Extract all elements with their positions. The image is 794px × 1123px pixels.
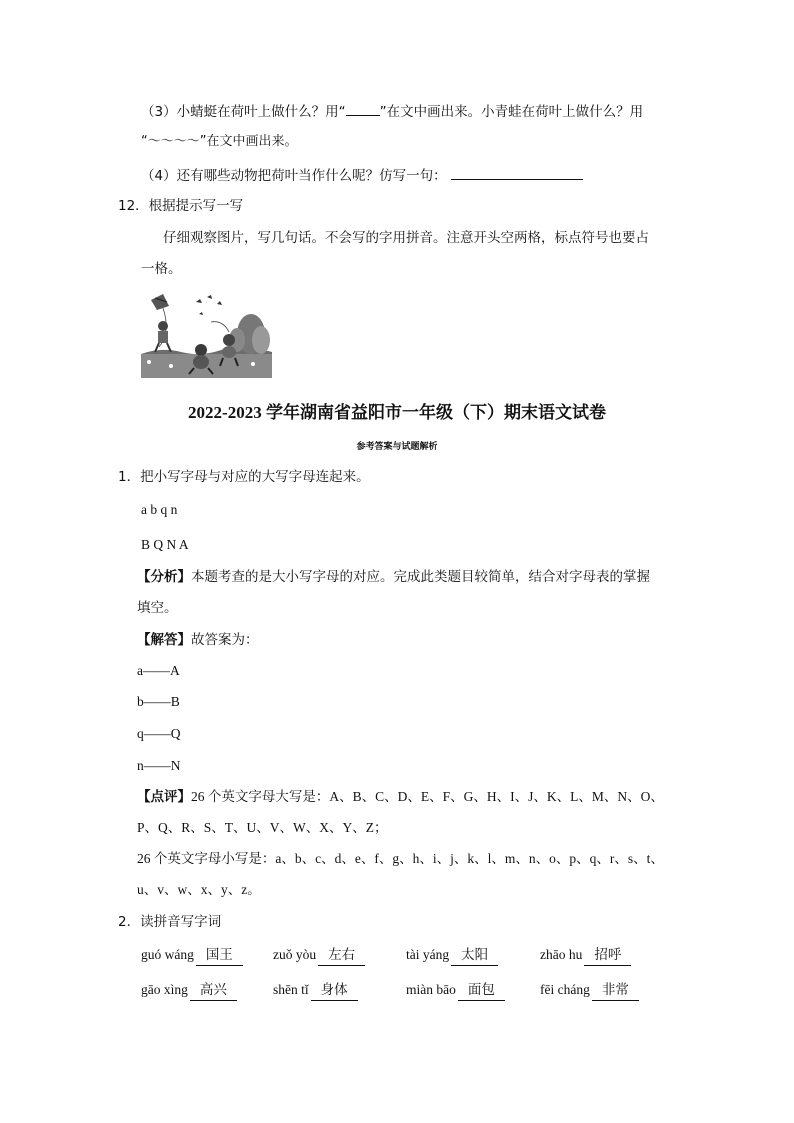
exam-title: 2022-2023 学年湖南省益阳市一年级（下）期末语文试卷: [188, 403, 606, 422]
q1-comment-3: 26 个英文字母小写是：a、b、c、d、e、f、g、h、i、j、k、l、m、n、o、p、q、r、s、t、: [137, 851, 664, 866]
q2-row-2: [0, 980, 794, 1002]
analysis-text-1: 本题考查的是大小写字母的对应。完成此类题目较简单，结合对字母表的掌握: [191, 569, 650, 585]
answer-word: 太阳: [451, 945, 498, 966]
q2-row-1: [0, 945, 794, 967]
q1-pair: n——N: [137, 758, 181, 773]
q1-uppercase-letters: B Q N A: [141, 537, 189, 552]
q12-instruction-2: 一格。: [141, 261, 182, 277]
pinyin-text: tài yáng: [406, 947, 450, 962]
q1-heading: 1．把小写字母与对应的大写字母连起来。: [118, 469, 370, 485]
answer-tag: 【解答】: [137, 632, 191, 648]
q11-item4-blank: [451, 179, 583, 180]
comment-text-1: 26 个英文字母大写是：A、B、C、D、E、F、G、H、I、J、K、L、M、N、O、: [191, 789, 664, 804]
analysis-tag: 【分析】: [137, 569, 191, 585]
q11-item3-line1: [141, 102, 643, 122]
q1-comment-4: u、v、w、x、y、z。: [137, 882, 261, 897]
q11-straight-line-blank: [346, 115, 380, 116]
pinyin-text: zuǒ yòu: [273, 947, 317, 962]
q1-lowercase-letters: a b q n: [141, 502, 178, 517]
answer-word: 面包: [458, 980, 505, 1001]
q2-word: [141, 945, 243, 966]
q11-item4: [141, 166, 583, 186]
q2-word: [141, 980, 237, 1001]
q1-pair: a——A: [137, 663, 180, 678]
q12-heading: 12．根据提示写一写: [118, 198, 244, 214]
q1-answer: [137, 630, 259, 650]
q2-word: [406, 945, 498, 966]
q1-comment: [137, 787, 664, 807]
answer-word: 招呼: [584, 945, 631, 966]
exam-subtitle: 参考答案与试题解析: [356, 442, 438, 452]
kite-flying-image: [141, 292, 272, 378]
q11-item3-text-b: ”在文中画出来。小青蛙在荷叶上做什么？用: [379, 104, 644, 120]
pinyin-text: zhāo hu: [540, 947, 583, 962]
q2-heading: 2．读拼音写字词: [118, 914, 222, 930]
q12-instruction-1: 仔细观察图片，写几句话。不会写的字用拼音。注意开头空两格，标点符号也要占: [163, 230, 649, 246]
q2-word: [406, 980, 505, 1001]
q1-comment-2: P、Q、R、S、T、U、V、W、X、Y、Z；: [137, 820, 388, 835]
answer-word: 非常: [592, 980, 639, 1001]
answer-word: 高兴: [190, 980, 237, 1001]
pinyin-text: guó wáng: [141, 947, 194, 962]
q11-item3-line2: “～～～～”在文中画出来。: [141, 134, 298, 149]
q1-pair: b——B: [137, 694, 180, 709]
pinyin-text: gāo xìng: [141, 982, 188, 997]
q1-analysis-2: 填空。: [137, 600, 178, 616]
answer-lead: 故答案为：: [191, 632, 259, 648]
comment-tag: 【点评】: [137, 789, 191, 805]
q11-item4-text: （4）还有哪些动物把荷叶当作什么呢？仿写一句：: [141, 168, 447, 184]
answer-word: 左右: [318, 945, 365, 966]
q2-word: [273, 980, 358, 1001]
q2-word: [273, 945, 365, 966]
q2-word: [540, 980, 639, 1001]
pinyin-text: miàn bāo: [406, 982, 456, 997]
q1-analysis: [137, 567, 650, 587]
pinyin-text: fēi cháng: [540, 982, 590, 997]
answer-word: 身体: [311, 980, 358, 1001]
q11-item3-text-a: （3）小蜻蜓在荷叶上做什么？用“: [141, 104, 346, 120]
q2-word: [540, 945, 631, 966]
pinyin-text: shēn tǐ: [273, 982, 309, 997]
answer-word: 国王: [196, 945, 243, 966]
q1-pair: q——Q: [137, 726, 181, 741]
